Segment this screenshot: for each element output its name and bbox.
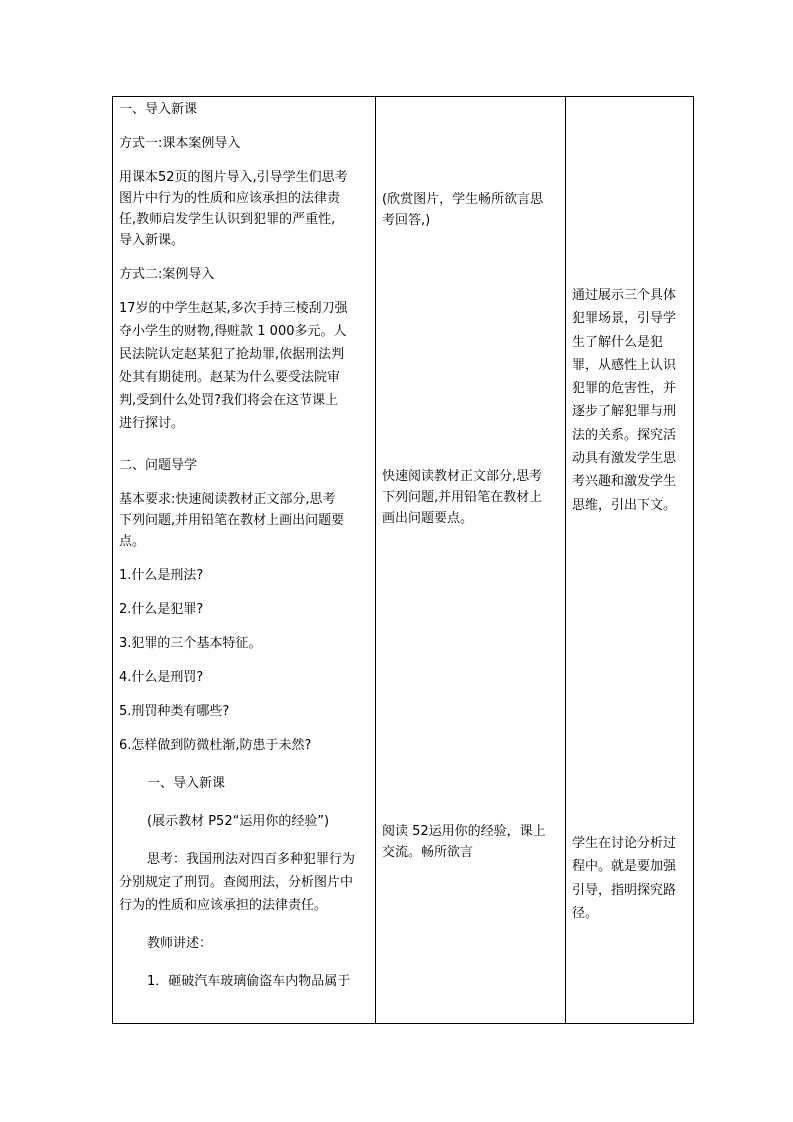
student-activity-block: 快速阅读教材正文部分,思考 下列问题,并用铅笔在教材上 画出问题要点。 (382, 469, 543, 526)
method-two-label: 方式二:案例导入 (119, 267, 215, 282)
question-item: 1.什么是刑法? (119, 568, 204, 583)
design-intent-block: 通过展示三个具体 犯罪场景，引导学 生了解什么是犯 罪，从感性上认识 犯罪的危害性，并 逐步了解犯罪与刑 法的关系。探究活 动具有激发学生思 考兴趣和激发学生 思维，引出下文。 (572, 288, 677, 513)
question-item: 4.什么是刑罚? (119, 670, 204, 685)
question-item: 5.刑罚种类有哪些? (119, 704, 230, 719)
heading-intro: 一、导入新课 (119, 102, 198, 117)
basic-requirement-line: 下列问题,并用铅笔在教材上画出问题要 (119, 513, 345, 528)
student-activity-cell (376, 97, 566, 1024)
case-text-line: 判,受到什么处罚?我们将会在这节课上 (119, 393, 339, 408)
design-intent-block: 学生在讨论分析过 程中。就是要加强 引导，指明探究路 径。 (572, 836, 677, 921)
basic-requirement-line: 点。 (119, 534, 146, 549)
student-activity-block: 阅读 52运用你的经验，课上 交流。畅所欲言 (382, 824, 546, 860)
question-item: 3.犯罪的三个基本特征。 (119, 636, 262, 651)
thinking-text-line: 思考：我国刑法对四百多种犯罪行为 (147, 852, 356, 867)
narration-item: 1．砸破汽车玻璃偷盗车内物品属于 (147, 974, 351, 989)
student-activity-block: (欣赏图片，学生畅所欲言思 考回答,) (382, 192, 544, 228)
thinking-text-line: 分别规定了刑罚。查阅刑法，分析图片中 (119, 875, 354, 890)
lesson-plan-table (112, 96, 694, 1024)
method-one-text-line: 导入新课。 (119, 233, 185, 248)
teacher-narration-label: 教师讲述： (147, 936, 213, 951)
basic-requirement-line: 基本要求:快速阅读教材正文部分,思考 (119, 492, 336, 507)
question-item: 6.怎样做到防微杜渐,防患于未然? (119, 738, 312, 753)
method-one-text-line: 任,教师启发学生认识到犯罪的严重性, (119, 212, 336, 227)
case-text-line: 处其有期徒刑。赵某为什么要受法院审 (119, 370, 341, 385)
case-text-line: 民法院认定赵某犯了抢劫罪,依据刑法判 (119, 347, 345, 362)
thinking-text-line: 行为的性质和应该承担的法律责任。 (119, 898, 328, 913)
case-text-line: 17岁的中学生赵某,多次手持三棱刮刀强 (119, 301, 348, 316)
case-text-line: 夺小学生的财物,得赃款 1 000多元。人 (119, 324, 347, 339)
heading-guided-questions: 二、问题导学 (119, 458, 198, 473)
method-one-text-line: 用课本52页的图片导入,引导学生们思考 (119, 170, 348, 185)
textbook-display-note: (展示教材 P52“运用你的经验”) (147, 814, 330, 829)
question-item: 2.什么是犯罪? (119, 602, 204, 617)
case-text-line: 进行探讨。 (119, 416, 185, 431)
method-one-label: 方式一:课本案例导入 (119, 136, 241, 151)
method-one-text-line: 图片中行为的性质和应该承担的法律责 (119, 191, 341, 206)
teaching-process-cell (113, 97, 376, 1024)
heading-intro-second: 一、导入新课 (147, 776, 226, 791)
design-intent-cell (566, 97, 694, 1024)
